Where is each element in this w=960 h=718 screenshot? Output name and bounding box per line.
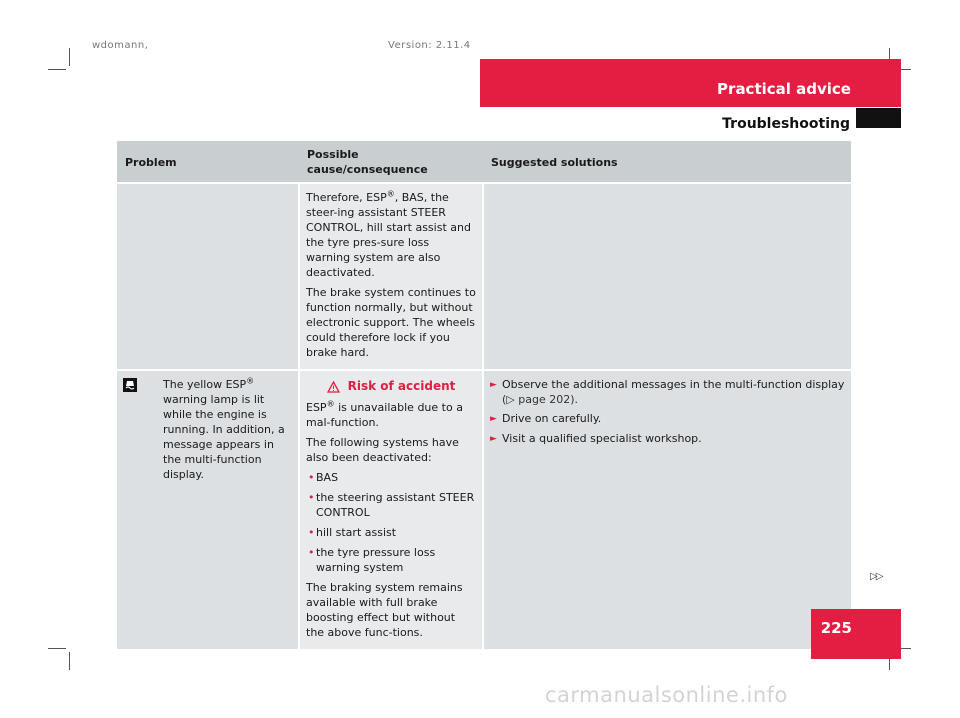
table-row: [117, 183, 851, 370]
table-header-row: [117, 141, 851, 183]
author-meta: wdomann,: [92, 40, 149, 51]
crop-mark: [69, 652, 70, 670]
solution-cell: [483, 183, 851, 370]
page-number-box: [811, 609, 901, 659]
version-meta: Version: 2.11.4: [388, 40, 471, 51]
problem-cell: [117, 370, 299, 649]
cause-paragraph: The following systems have also been deactivated:: [306, 436, 459, 464]
section-header-bar: [480, 59, 901, 107]
cause-paragraph: The braking system remains available with full brake boosting effect but without the above func-tions.: [306, 581, 463, 639]
continue-arrows-icon: ▷▷: [870, 571, 882, 582]
column-header-problem: Problem: [117, 141, 299, 183]
cause-paragraph: The brake system continues to function normally, but without electronic support. The wheels could therefore lock if you brake hard.: [306, 286, 476, 359]
page-number: 225: [820, 619, 852, 637]
crop-mark: [48, 69, 66, 70]
risk-label: Risk of accident: [347, 379, 456, 393]
solution-step: ► Observe the additional messages in the multi-function display (▷ page 202).: [490, 378, 845, 406]
troubleshooting-table: [117, 141, 851, 649]
solution-cell: [483, 370, 851, 649]
watermark: carmanualsonline.info: [545, 683, 788, 707]
cause-cell: [299, 370, 483, 649]
list-item: • the steering assistant STEER CONTROL: [308, 491, 475, 519]
thumb-tab: [856, 108, 901, 128]
page-subtitle: Troubleshooting: [722, 116, 850, 132]
section-title: Practical advice: [717, 80, 851, 98]
cause-cell: [299, 183, 483, 370]
column-header-cause: Possible cause/consequence: [299, 141, 483, 183]
list-item: • BAS: [308, 471, 339, 484]
crop-mark: [69, 48, 70, 66]
crop-mark: [48, 648, 66, 649]
cause-paragraph: ESP® is unavailable due to a mal-function.: [306, 399, 463, 429]
column-header-solutions: Suggested solutions: [483, 141, 851, 183]
table-row: [117, 370, 851, 649]
problem-text: The yellow ESP® warning lamp is lit while the engine is running. In addition, a message appears in the multi-function display.: [163, 376, 285, 481]
warning-triangle-icon: [327, 381, 340, 393]
esp-warning-lamp-icon: [123, 378, 137, 392]
page-reference[interactable]: (▷ page 202).: [502, 393, 579, 406]
step-arrow-icon: ►: [490, 434, 497, 444]
solution-step: ► Drive on carefully.: [490, 412, 602, 425]
list-item: • the tyre pressure loss warning system: [308, 546, 436, 574]
cause-paragraph: Therefore, ESP®, BAS, the steer-ing assistant STEER CONTROL, hill start assist and the tyre pres-sure loss warning system are also deactivated.: [306, 189, 471, 279]
solution-step: ► Visit a qualified specialist workshop.: [490, 432, 702, 445]
list-item: • hill start assist: [308, 526, 397, 539]
step-arrow-icon: ►: [490, 380, 497, 390]
problem-cell: [117, 183, 299, 370]
risk-warning: [306, 379, 476, 394]
step-arrow-icon: ►: [490, 414, 497, 424]
